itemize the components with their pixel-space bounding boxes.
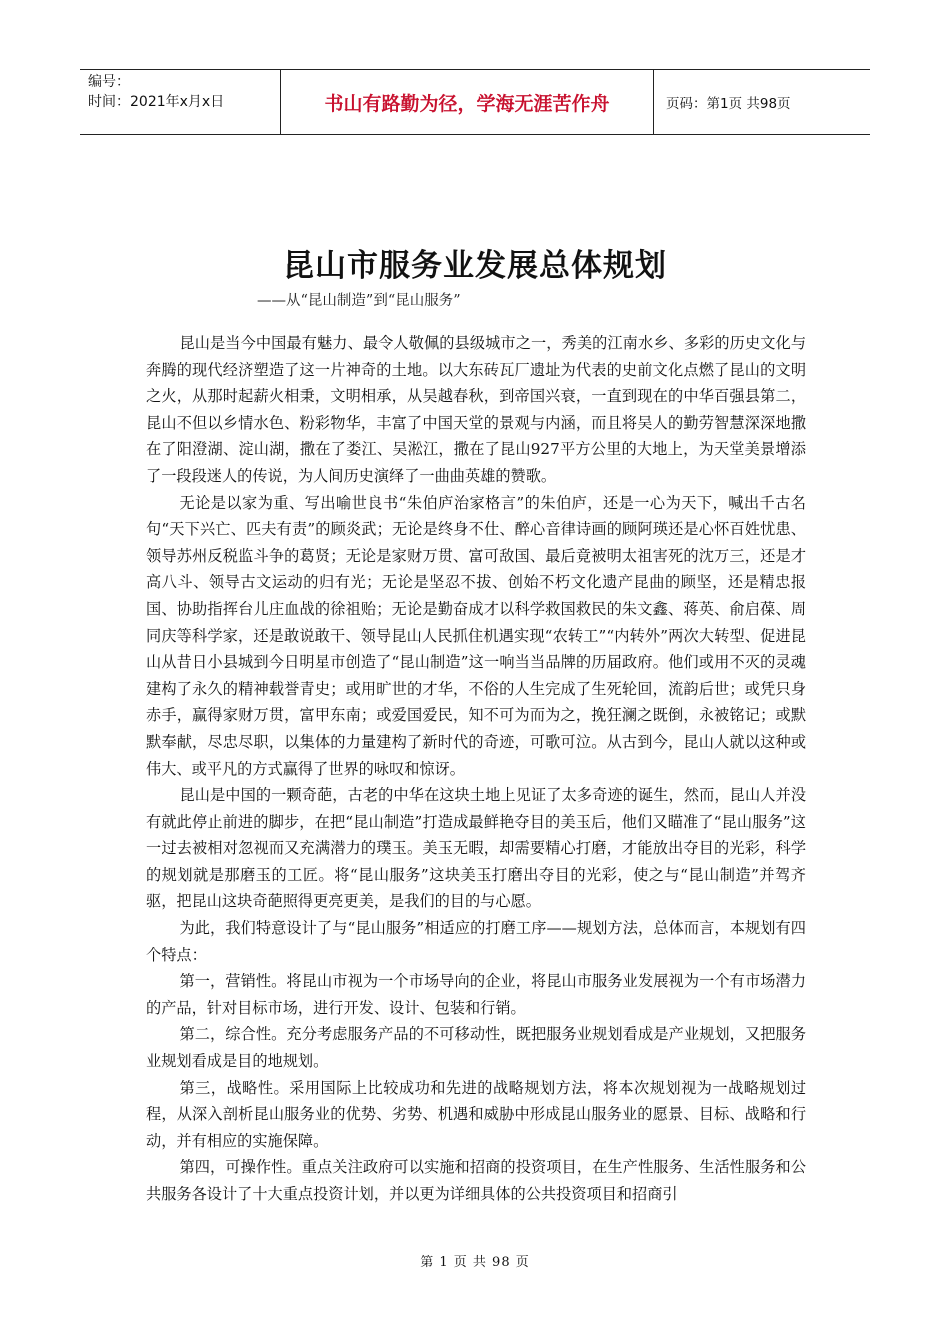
header-page-info: 页码：第1页 共98页 [666,96,791,112]
document-subtitle: ——从“昆山制造”到“昆山服务” [257,293,461,309]
body-paragraph: 第一，营销性。将昆山市视为一个市场导向的企业，将昆山市服务业发展视为一个有市场潜力的产品，针对目标市场，进行开发、设计、包装和行销。 [146,972,806,1017]
document-title: 昆山市服务业发展总体规划 [283,248,667,284]
page-footer-number: 第 1 页 共 98 页 [420,1255,530,1270]
page-header [80,69,870,135]
body-paragraph: 昆山是当今中国最有魅力、最令人敬佩的县级城市之一，秀美的江南水乡、多彩的历史文化与奔腾的现代经济塑造了这一片神奇的土地。以大东砖瓦厂遗址为代表的史前文化点燃了昆山的文明之火，从那时起薪火相秉，文明相承，从吴越春秋，到帝国兴衰，一直到现在的中华百强县第二，昆山不但以乡情水色、粉彩物华，丰富了中国天堂的景观与内涵，而且将吴人的勤劳智慧深深地撒在了阳澄湖、淀山湖，撒在了娄江、吴淞江，撒在了昆山927平方公里的大地上，为天堂美景增添了一段段迷人的传说，为人间历史演绎了一曲曲英雄的赞歌。 [146,334,806,485]
body-paragraph: 为此，我们特意设计了与“昆山服务”相适应的打磨工序——规划方法，总体而言，本规划有四个特点： [146,919,806,964]
body-paragraph: 第二，综合性。充分考虑服务产品的不可移动性，既把服务业规划看成是产业规划，又把服务业规划看成是目的地规划。 [146,1025,806,1071]
body-paragraph: 第四，可操作性。重点关注政府可以实施和招商的投资项目，在生产性服务、生活性服务和公共服务各设计了十大重点投资计划，并以更为详细具体的公共投资项目和招商引 [146,1158,806,1203]
body-paragraph: 昆山是中国的一颗奇葩，古老的中华在这块土地上见证了太多奇迹的诞生，然而，昆山人并没有就此停止前进的脚步，在把“昆山制造”打造成最鲜艳夺目的美玉后，他们又瞄准了“昆山服务”这一过去被相对忽视而又充满潜力的璞玉。美玉无暇，却需要精心打磨，才能放出夺目的光彩，科学的规划就是那磨玉的工匠。将“昆山服务”这块美玉打磨出夺目的光彩，使之与“昆山制造”并驾齐驱，把昆山这块奇葩照得更亮更美，是我们的目的与心愿。 [146,786,806,911]
body-paragraph: 无论是以家为重、写出喻世良书“朱伯庐治家格言”的朱伯庐，还是一心为天下，喊出千古名句“天下兴亡、匹夫有责”的顾炎武；无论是终身不仕、醉心音律诗画的顾阿瑛还是心怀百姓忧患、领导苏州反税监斗争的葛贤；无论是家财万贯、富可敌国、最后竟被明太祖害死的沈万三，还是才高八斗、领导古文运动的归有光；无论是坚忍不拔、创始不朽文化遗产昆曲的顾坚，还是精忠报国、协助指挥台儿庄血战的徐祖贻；无论是勤奋成才以科学救国救民的朱文鑫、蒋英、俞启葆、周同庆等科学家，还是敢说敢干、领导昆山人民抓住机遇实现“农转工”“内转外”两次大转型、促进昆山从昔日小县城到今日明星市创造了“昆山制造”这一响当当品牌的历届政府。他们或用不灭的灵魂建构了永久的精神载誉青史；或用旷世的才华，不俗的人生完成了生死轮回，流韵后世；或凭只身赤手，赢得家财万贯，富甲东南；或爱国爱民，知不可为而为之，挽狂澜之既倒，永被铭记；或默默奉献，尽忠尽职，以集体的力量建构了新时代的奇迹，可歌可泣。从古到今，昆山人就以这种或伟大、或平凡的方式赢得了世界的咏叹和惊讶。 [146,493,806,778]
header-motto: 书山有路勤为径，学海无涯苦作舟 [281,70,654,134]
document-time-label: 时间：2021年x月x日 [88,94,225,110]
document-body [146,330,806,1208]
document-number-label: 编号： [88,74,130,90]
body-paragraph: 第三，战略性。采用国际上比较成功和先进的战略规划方法，将本次规划视为一战略规划过程，从深入剖析昆山服务业的优势、劣势、机遇和威胁中形成昆山服务业的愿景、目标、战略和行动，并有相应的实施保障。 [146,1078,806,1150]
header-meta [80,70,281,134]
